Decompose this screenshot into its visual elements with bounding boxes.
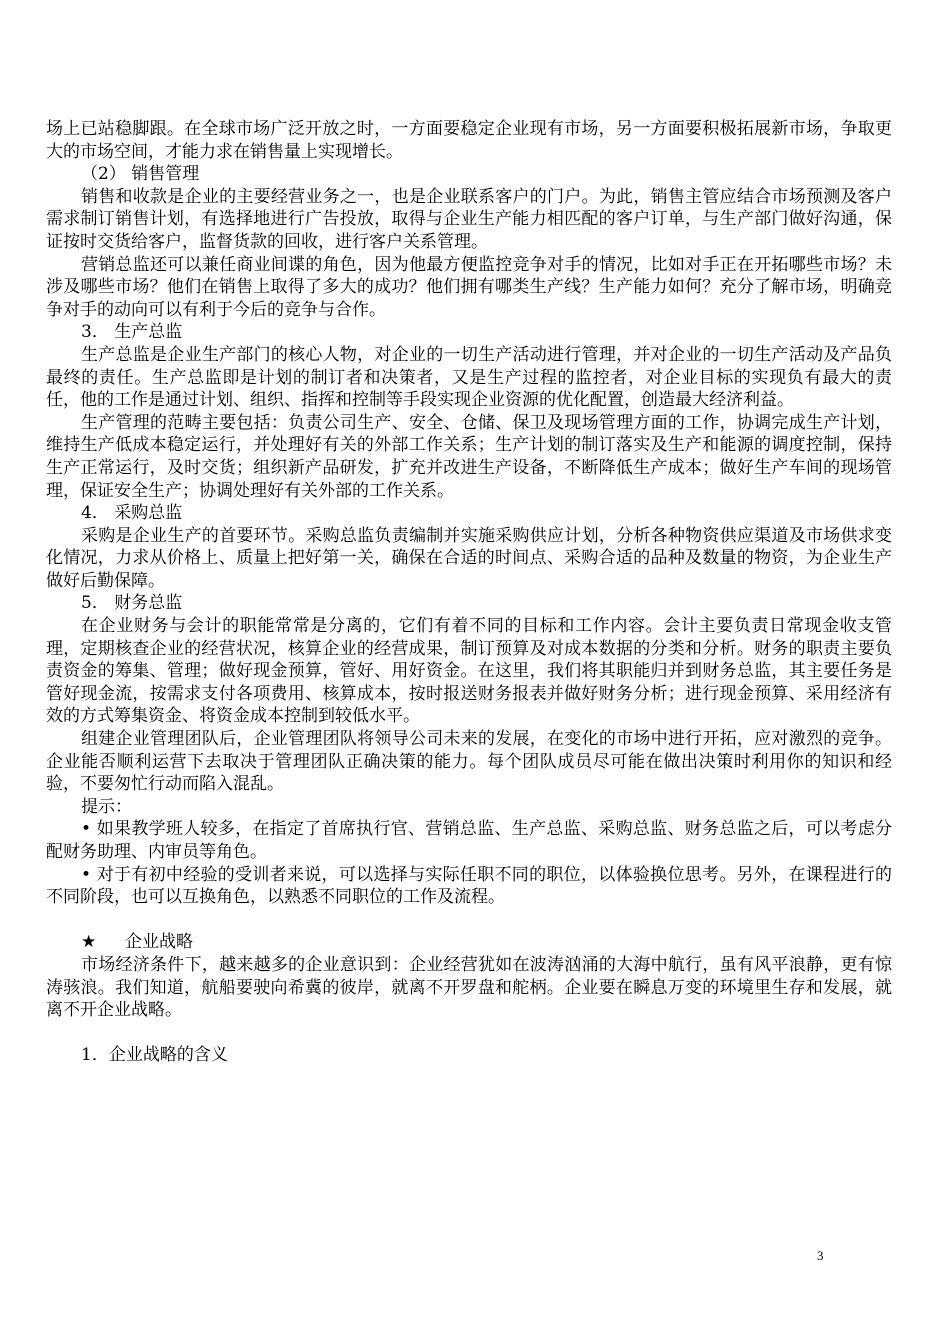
blank-line [46,909,892,932]
heading-sales-management: （2） 销售管理 [81,164,200,185]
tips-label: 提示： [81,796,132,817]
heading-purchasing-director: 4． 采购总监 [81,503,183,524]
paragraph-strategy-intro: 市场经济条件下，越来越多的企业意识到：企业经营犹如在波涛汹涌的大海中航行，虽有风平浪静，更有惊涛骇浪。我们知道，航船要驶向希冀的彼岸，就离不开罗盘和舵柄。企业要在瞬息万变的环境里生存和发展，就离不开企业战略。 [46,954,892,1021]
paragraph-production-scope: 生产管理的范畴主要包括：负责公司生产、安全、仓储、保卫及现场管理方面的工作，协调完成生产计划，维持生产低成本稳定运行，并处理好有关的外部工作关系；生产计划的制订落实及生产和能源的调度控制，保持生产正常运行，及时交货；组织新产品研发，扩充并改进生产设备，不断降低生产成本；做好生产车间的现场管理，保证安全生产；协调处理好有关外部的工作关系。 [46,412,892,501]
heading-strategy-meaning: 1．企业战略的含义 [81,1045,228,1066]
paragraph-team: 组建企业管理团队后，企业管理团队将领导公司未来的发展，在变化的市场中进行开拓，应对激烈的竞争。企业能否顺利运营下去取决于管理团队正确决策的能力。每个团队成员尽可能在做出决策时利用你的知识和经验，不要匆忙行动而陷入混乱。 [46,729,892,795]
heading-enterprise-strategy-text: 企业战略 [125,932,193,953]
paragraph-production-director: 生产总监是企业生产部门的核心人物，对企业的一切生产活动进行管理，并对企业的一切生产活动及产品负最终的责任。生产总监即是计划的制订者和决策者，又是生产过程的监控者，对企业目标的实现负有最大的责任，他的工作是通过计划、组织、指挥和控制等手段实现企业资源的优化配置，创造最大经济利益。 [46,344,892,411]
page-number: 3 [817,1248,824,1263]
tip-bullet-roles: • 如果教学班人较多，在指定了首席执行官、营销总监、生产总监、采购总监、财务总监之后，可以考虑分配财务助理、内审员等角色。 [46,819,892,862]
paragraph-market-continued: 场上已站稳脚跟。在全球市场广泛开放之时，一方面要稳定企业现有市场，另一方面要积极拓展新市场，争取更大的市场空间，才能力求在销售量上实现增长。 [46,119,892,162]
heading-enterprise-strategy [46,931,892,954]
blank-line [46,1022,892,1045]
tip-bullet-switch: • 对于有初中经验的受训者来说，可以选择与实际任职不同的职位，以体验换位思考。另外，在课程进行的不同阶段，也可以互换角色，以熟悉不同职位的工作及流程。 [46,864,892,908]
heading-production-director: 3． 生产总监 [81,322,183,343]
heading-finance-director: 5． 财务总监 [81,593,183,614]
paragraph-marketing-spy: 营销总监还可以兼任商业间谍的角色，因为他最方便监控竞争对手的情况，比如对手正在开拓哪些市场？未涉及哪些市场？他们在销售上取得了多大的成功？他们拥有哪类生产线？生产能力如何？充分了解市场，明确竞争对手的动向可以有利于今后的竞争与合作。 [46,254,892,320]
paragraph-sales-collection: 销售和收款是企业的主要经营业务之一，也是企业联系客户的门户。为此，销售主管应结合市场预测及客户需求制订销售计划，有选择地进行广告投放，取得与企业生产能力相匹配的客户订单，与生产部门做好沟通，保证按时交货给客户，监督货款的回收，进行客户关系管理。 [46,186,892,252]
document-page [46,118,892,1067]
paragraph-finance: 在企业财务与会计的职能常常是分离的，它们有着不同的目标和工作内容。会计主要负责日常现金收支管理，定期核查企业的经营状况，核算企业的经营成果，制订预算及对成本数据的分类和分析。财务的职责主要负责资金的筹集、管理；做好现金预算，管好、用好资金。在这里，我们将其职能归并到财务总监，其主要任务是管好现金流，按需求支付各项费用、核算成本，按时报送财务报表并做好财务分析；进行现金预算、采用经济有效的方式筹集资金、将资金成本控制到较低水平。 [46,616,892,727]
star-icon: ★ [81,932,97,953]
paragraph-purchasing: 采购是企业生产的首要环节。采购总监负责编制并实施采购供应计划，分析各种物资供应渠道及市场供求变化情况，力求从价格上、质量上把好第一关，确保在合适的时间点、采购合适的品种及数量的物资，为企业生产做好后勤保障。 [46,525,892,591]
